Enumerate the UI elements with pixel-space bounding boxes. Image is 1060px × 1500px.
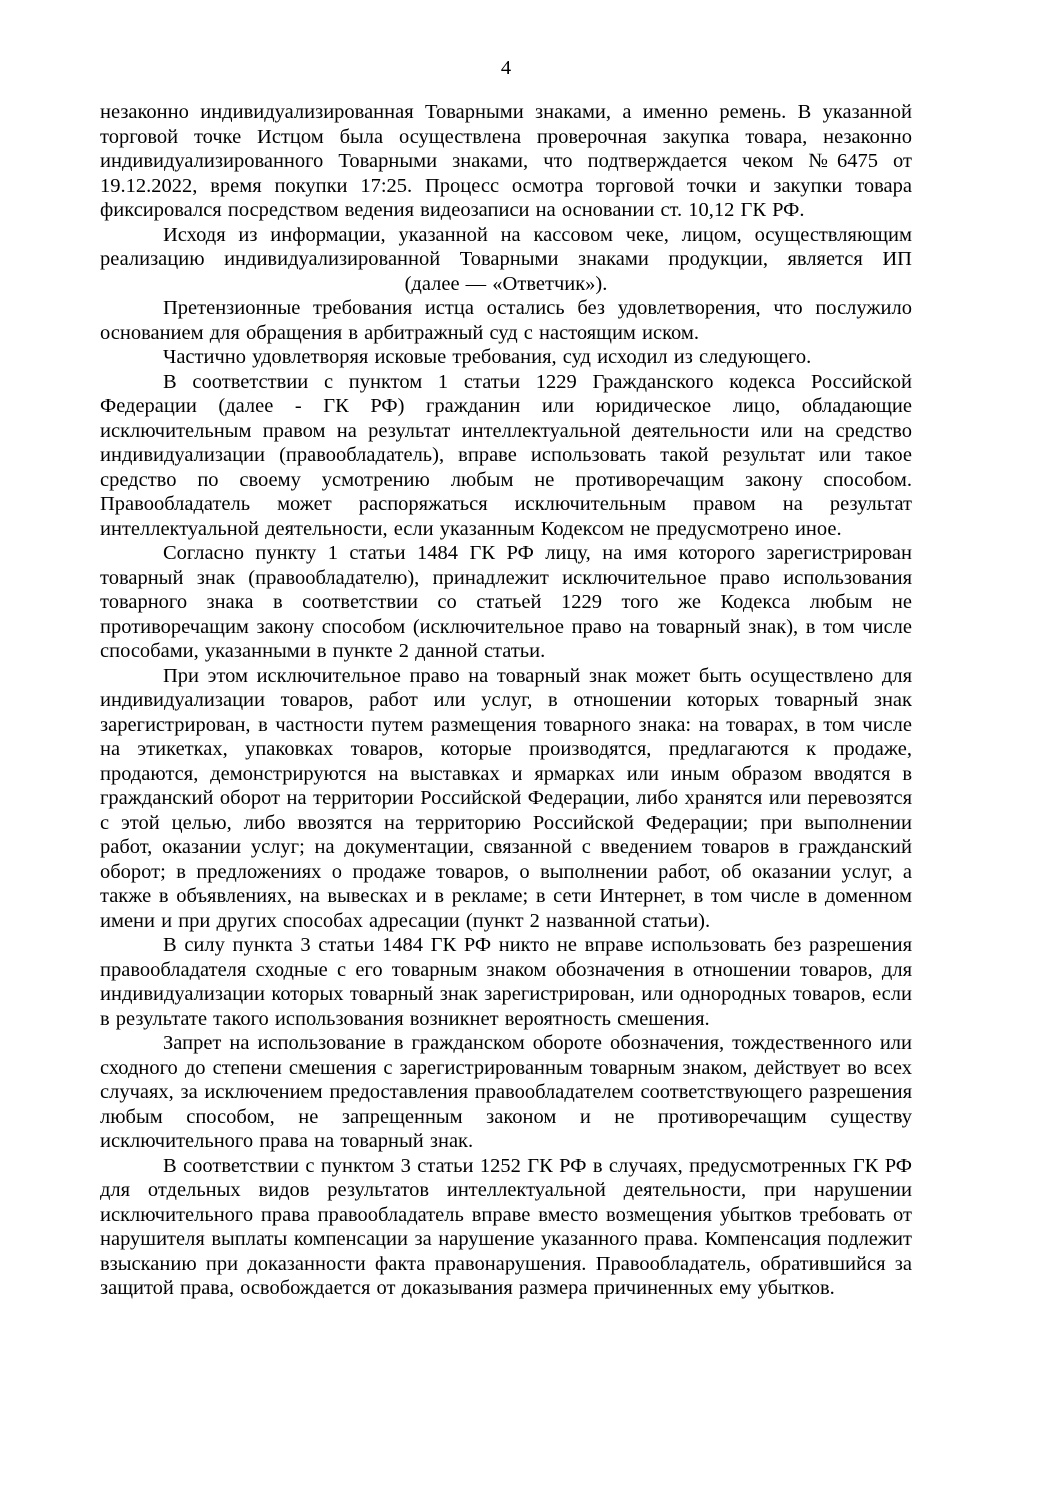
page-number: 4 — [500, 57, 512, 79]
paragraph: В силу пункта 3 статьи 1484 ГК РФ никто не вправе использовать без разрешения правообладателя сходные с его товарным знаком обозначения в отношении товаров, для индивидуализации которых товарный знак зарегистрирован, или однородных товаров, если в результате такого использования возникнет вероятность смешения. — [100, 934, 912, 1030]
paragraph: Претензионные требования истца остались без удовлетворения, что послужило основанием для обращения в арбитражный суд с настоящим иском. — [100, 297, 912, 344]
paragraph: Согласно пункту 1 статьи 1484 ГК РФ лицу, на имя которого зарегистрирован товарный знак (правообладателю), принадлежит исключительное право использования товарного знака в соответствии со статьей 1229 того же Кодекса любым не противоречащим закону способом (исключительное право на товарный знак), в том числе способами, указанными в пункте 2 данной статьи. — [100, 542, 912, 662]
document-content — [100, 56, 912, 1301]
paragraph: Частично удовлетворяя исковые требования, суд исходил из следующего. — [163, 346, 812, 368]
document-body — [100, 100, 912, 1301]
paragraph: незаконно индивидуализированная Товарными знаками, а именно ремень. В указанной торговой точке Истцом была осуществлена проверочная закупка товара, незаконно индивидуализированного Товарными знаками, что подтверждается чеком №6475 от 19.12.2022, время покупки 17:25. Процесс осмотра торговой точки и закупки товара фиксировался посредством ведения видеозаписи на основании ст. 10,12 ГК РФ. — [100, 101, 912, 221]
paragraph: (далее — «Ответчик»). — [404, 272, 608, 295]
paragraph: В соответствии с пунктом 1 статьи 1229 Гражданского кодекса Российской Федерации (далее - ГК РФ) гражданин или юридическое лицо, обладающие исключительным правом на результат интеллектуальной деятельности или на средство индивидуализации (правообладатель), вправе использовать такой результат или такое средство по своему усмотрению любым не противоречащим закону способом. Правообладатель может распоряжаться исключительным правом на результат интеллектуальной деятельности, если указанным Кодексом не предусмотрено иное. — [100, 370, 912, 540]
paragraph: В соответствии с пунктом 3 статьи 1252 ГК РФ в случаях, предусмотренных ГК РФ для отдельных видов результатов интеллектуальной деятельности, при нарушении исключительного права правообладатель вправе вместо возмещения убытков требовать от нарушителя выплаты компенсации за нарушение указанного права. Компенсация подлежит взысканию при доказанности факта правонарушения. Правообладатель, обратившийся за защитой права, освобождается от доказывания размера причиненных ему убытков. — [100, 1154, 912, 1299]
paragraph: Запрет на использование в гражданском обороте обозначения, тождественного или сходного до степени смешения с зарегистрированным товарным знаком, действует во всех случаях, за исключением предоставления правообладателем соответствующего разрешения любым способом, не запрещенным законом и не противоречащим существу исключительного права на товарный знак. — [100, 1032, 912, 1152]
paragraph: Исходя из информации, указанной на кассовом чеке, лицом, осуществляющим реализацию индивидуализированной Товарными знаками продукции, является ИП — [100, 223, 912, 270]
paragraph: При этом исключительное право на товарный знак может быть осуществлено для индивидуализации товаров, работ или услуг, в отношении которых товарный знак зарегистрирован, в частности путем размещения товарного знака: на товарах, в том числе на этикетках, упаковках товаров, которые производятся, предлагаются к продаже, продаются, демонстрируются на выставках и ярмарках или иным образом вводятся в гражданский оборот на территории Российской Федерации, либо хранятся или перевозятся с этой целью, либо ввозятся на территорию Российской Федерации; при выполнении работ, оказании услуг; на документации, связанной с введением товаров в гражданский оборот; в предложениях о продаже товаров, о выполнении работ, об оказании услуг, а также в объявлениях, на вывесках и в рекламе; в сети Интернет, в том числе в доменном имени и при других способах адресации (пункт 2 названной статьи). — [100, 664, 912, 932]
